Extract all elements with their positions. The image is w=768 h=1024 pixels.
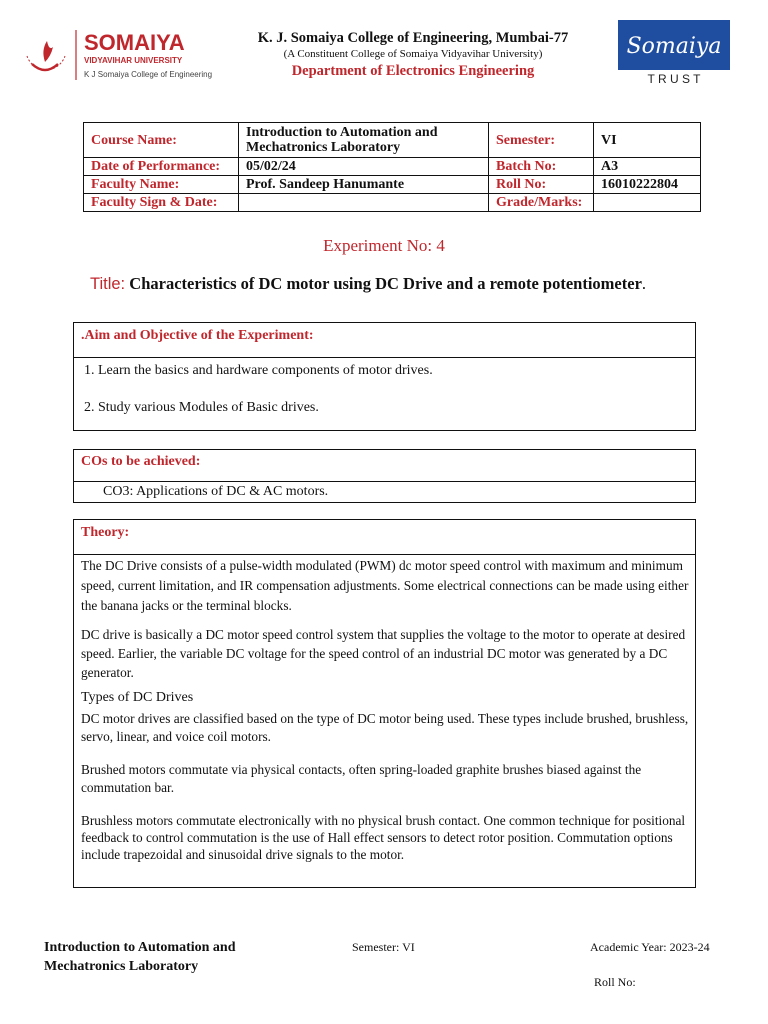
experiment-number: Experiment No: 4: [323, 236, 445, 255]
college-subtitle: (A Constituent College of Somaiya Vidyavihar University): [283, 48, 543, 60]
course-name-label: Course Name:: [84, 123, 239, 158]
theory-paragraph: Brushed motors commutate via physical contacts, often spring-loaded graphite brushes biased against the commutation bar.: [81, 762, 642, 795]
somaiya-trust-logo: [618, 20, 730, 88]
college-header: [228, 30, 598, 80]
semester-value: VI: [594, 123, 701, 158]
sign-value: [239, 194, 489, 212]
roll-label: Roll No:: [489, 176, 594, 194]
table-row: [84, 194, 701, 212]
theory-paragraph: DC drive is basically a DC motor speed control system that supplies the voltage to the motor to operate at desired speed. Earlier, the variable DC voltage for the speed control of an industrial DC motor was generated by a DC generator.: [81, 627, 686, 680]
grade-value: [594, 194, 701, 212]
trust-logo-text: T R U S T: [647, 72, 701, 86]
types-heading: Types of DC Drives: [81, 690, 194, 705]
semester-label: Semester:: [489, 123, 594, 158]
title-text: Characteristics of DC motor using DC Drive and a remote potentiometer: [129, 274, 642, 293]
date-label: Date of Performance:: [84, 158, 239, 176]
title-end: .: [641, 274, 647, 293]
theory-paragraph: DC motor drives are classified based on the type of DC motor being used. These types include brushed, brushless, servo, linear, and voice coil motors.: [81, 711, 689, 744]
logo-college-text: K J Somaiya College of Engineering: [84, 70, 213, 79]
batch-value: A3: [594, 158, 701, 176]
footer-course: Introduction to Automation and Mechatronics Laboratory: [44, 940, 236, 974]
title-label: Title:: [90, 275, 126, 293]
cos-text: CO3: Applications of DC & AC motors.: [103, 484, 329, 499]
course-info-table: [83, 122, 701, 212]
aim-item: 2. Study various Modules of Basic drives.: [84, 400, 319, 415]
faculty-label: Faculty Name:: [84, 176, 239, 194]
college-name: K. J. Somaiya College of Engineering, Mumbai-77: [257, 30, 569, 46]
flame-emblem-icon: [27, 41, 65, 70]
logo-university-text: VIDYAVIHAR UNIVERSITY: [84, 56, 183, 65]
theory-paragraph: The DC Drive consists of a pulse-width modulated (PWM) dc motor speed control with maximum and minimum speed, current limitation, and IR compensation adjustments. Some electrical connections can be made using either the banana jacks or the terminal blocks.: [81, 558, 689, 613]
theory-heading: Theory:: [74, 520, 695, 555]
faculty-value: Prof. Sandeep Hanumante: [239, 176, 489, 194]
trust-logo-script: Somaiya: [626, 34, 722, 59]
aim-item: 1. Learn the basics and hardware components of motor drives.: [84, 363, 433, 378]
roll-value: 16010222804: [594, 176, 701, 194]
course-name-value: Introduction to Automation and Mechatronics Laboratory: [239, 123, 489, 158]
experiment-title: [90, 274, 646, 294]
somaiya-university-logo: [18, 26, 218, 86]
table-row: [84, 176, 701, 194]
theory-paragraph: Brushless motors commutate electronically with no physical brush contact. One common technique for positional feedback to control commutation is the use of Hall effect sensors to detect rotor position. Commutation options include trapezoidal and sinusoidal drive signals to the motor.: [81, 813, 686, 862]
table-row: [84, 158, 701, 176]
logo-brand-text: SOMAIYA: [84, 30, 185, 55]
aim-section: [73, 322, 696, 431]
cos-heading: COs to be achieved:: [74, 450, 695, 482]
footer-roll: Roll No:: [594, 975, 636, 989]
footer-semester: Semester: VI: [352, 940, 415, 954]
grade-label: Grade/Marks:: [489, 194, 594, 212]
cos-section: [73, 449, 696, 503]
aim-heading: .Aim and Objective of the Experiment:: [74, 323, 695, 358]
sign-label: Faculty Sign & Date:: [84, 194, 239, 212]
table-row: [84, 123, 701, 158]
batch-label: Batch No:: [489, 158, 594, 176]
department-name: Department of Electronics Engineering: [291, 63, 535, 79]
footer-year: Academic Year: 2023-24: [590, 940, 710, 954]
theory-section: [73, 519, 696, 888]
date-value: 05/02/24: [239, 158, 489, 176]
